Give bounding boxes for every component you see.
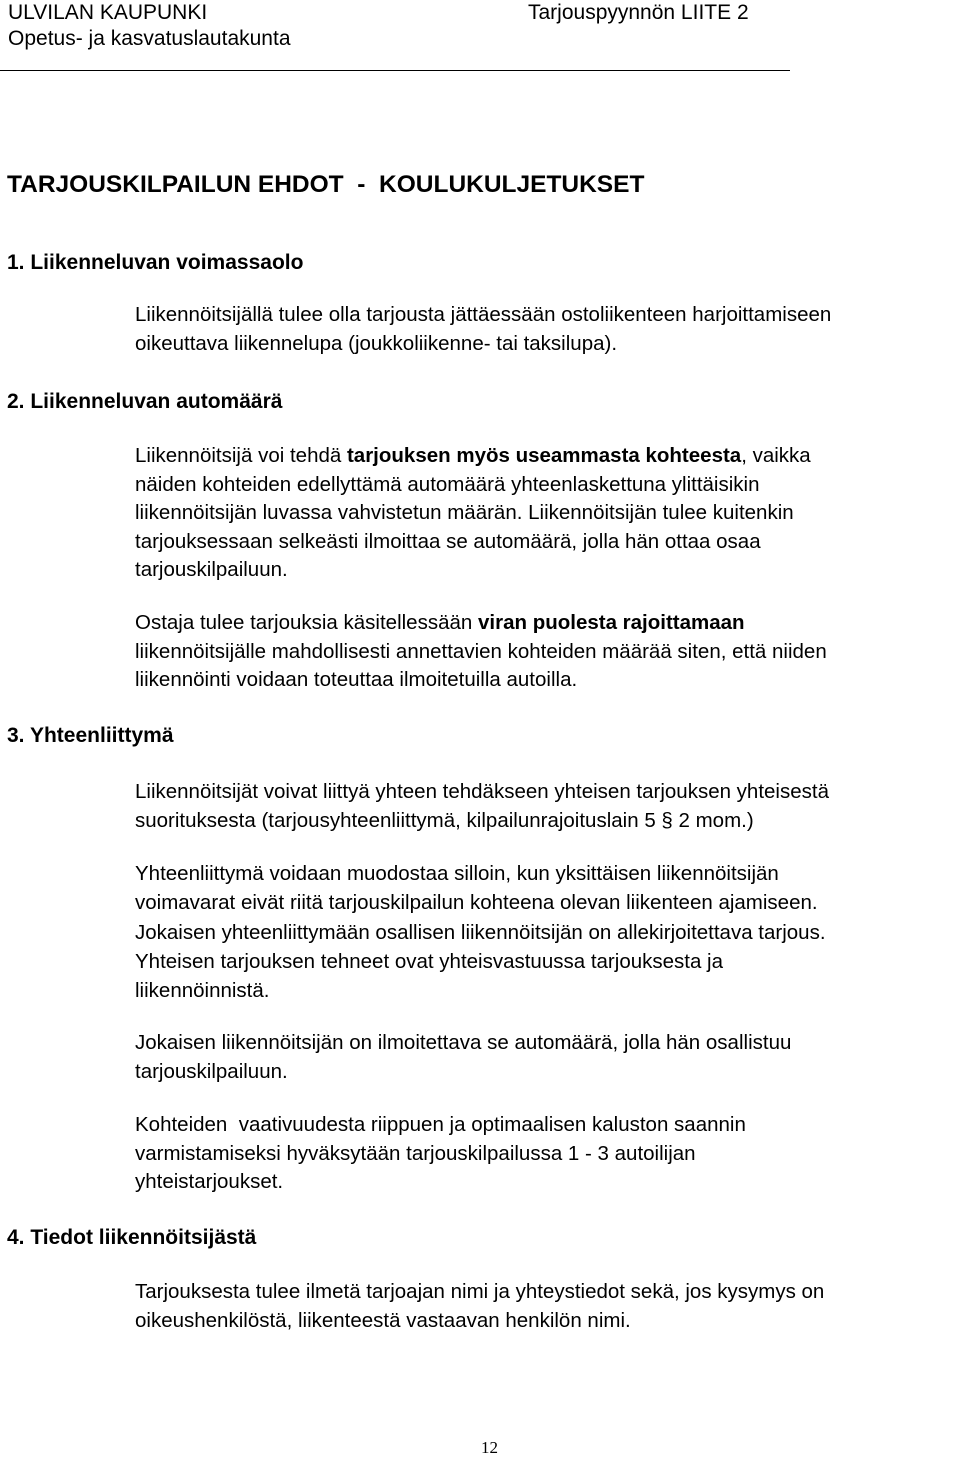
section-1-paragraph-1 (135, 301, 831, 358)
paragraph-line: Kohteiden vaativuudesta riippuen ja optimaalisen kaluston saannin (135, 1113, 746, 1136)
bold-text: viran puolesta rajoittamaan (478, 611, 745, 634)
paragraph-line: voimavarat eivät riitä tarjouskilpailun kohteena olevan liikenteen ajamiseen. (135, 891, 818, 915)
paragraph-line: liikennöitsijälle mahdollisesti annettavien kohteiden määrää siten, että niiden (135, 639, 827, 663)
section-2-paragraph-1 (135, 442, 811, 585)
section-4-paragraph-1 (135, 1278, 824, 1335)
paragraph-line: tarjouskilpailuun. (135, 558, 288, 581)
paragraph-line: varmistamiseksi hyväksytään tarjouskilpailussa 1 - 3 autoilijan (135, 1141, 696, 1165)
paragraph-line (135, 609, 827, 638)
paragraph-line: Liikennöitsijällä tulee olla tarjousta jättäessään ostoliikenteen harjoittamiseen (135, 303, 832, 326)
section-4-heading: 4. Tiedot liikennöitsijästä (7, 1226, 257, 1249)
bold-text: tarjouksen myös useammasta kohteesta (346, 444, 742, 467)
paragraph-line: oikeushenkilöstä, liikenteestä vastaavan henkilön nimi. (135, 1308, 631, 1332)
paragraph-line: Yhteenliittymä voidaan muodostaa silloin, kun yksittäisen liikennöitsijän (135, 862, 779, 885)
section-3-paragraph-3 (135, 1029, 791, 1086)
text-run: Liikennöitsijä voi tehdä (135, 444, 347, 467)
text-run: Ostaja tulee tarjouksia käsitellessään (135, 611, 478, 634)
paragraph-line: yhteistarjoukset. (135, 1170, 284, 1193)
section-3-paragraph-2 (135, 859, 826, 1005)
paragraph-line: näiden kohteiden edellyttämä automäärä yhteenlaskettuna ylittäisikin (135, 472, 760, 496)
page-number: 12 (481, 1438, 498, 1457)
department-name: Opetus- ja kasvatuslautakunta (8, 27, 291, 50)
paragraph-line: Jokaisen liikennöitsijän on ilmoitettava se automäärä, jolla hän osallistuu (135, 1031, 792, 1054)
section-3-paragraph-1 (135, 778, 829, 835)
paragraph-line: tarjouskilpailuun. (135, 1059, 288, 1083)
header-rule (0, 70, 790, 71)
paragraph-line: tarjouksessaan selkeästi ilmoittaa se automäärä, jolla hän ottaa osaa (135, 529, 761, 553)
section-3-paragraph-4 (135, 1111, 746, 1197)
organization-name: ULVILAN KAUPUNKI (8, 1, 208, 24)
section-1-heading: 1. Liikenneluvan voimassaolo (7, 251, 304, 274)
attachment-label: Tarjouspyynnön LIITE 2 (528, 1, 749, 24)
paragraph-line: Jokaisen yhteenliittymään osallisen liikennöitsijän on allekirjoitettava tarjous. (135, 920, 826, 944)
paragraph-line: liikennöinti voidaan toteuttaa ilmoitetuilla autoilla. (135, 668, 578, 691)
text-run: , vaikka (741, 444, 811, 467)
paragraph-line: suorituksesta (tarjousyhteenliittymä, kilpailunrajoituslain 5 § 2 mom.) (135, 808, 754, 832)
paragraph-line: liikennöitsijän luvassa vahvistetun määrän. Liikennöitsijän tulee kuitenkin (135, 501, 794, 524)
paragraph-line: Tarjouksesta tulee ilmetä tarjoajan nimi ja yhteystiedot sekä, jos kysymys on (135, 1280, 825, 1303)
section-3-heading: 3. Yhteenliittymä (7, 724, 174, 747)
section-2-heading: 2. Liikenneluvan automäärä (7, 390, 283, 413)
document-title: TARJOUSKILPAILUN EHDOT - KOULUKULJETUKSET (7, 171, 645, 198)
paragraph-line: Yhteisen tarjouksen tehneet ovat yhteisvastuussa tarjouksesta ja (135, 949, 724, 973)
paragraph-line: oikeuttava liikennelupa (joukkoliikenne- tai taksilupa). (135, 331, 618, 355)
section-2-paragraph-2 (135, 609, 827, 695)
paragraph-line: liikennöinnistä. (135, 979, 270, 1003)
paragraph-line (135, 442, 811, 471)
paragraph-line: Liikennöitsijät voivat liittyä yhteen tehdäkseen yhteisen tarjouksen yhteisestä (135, 780, 829, 803)
